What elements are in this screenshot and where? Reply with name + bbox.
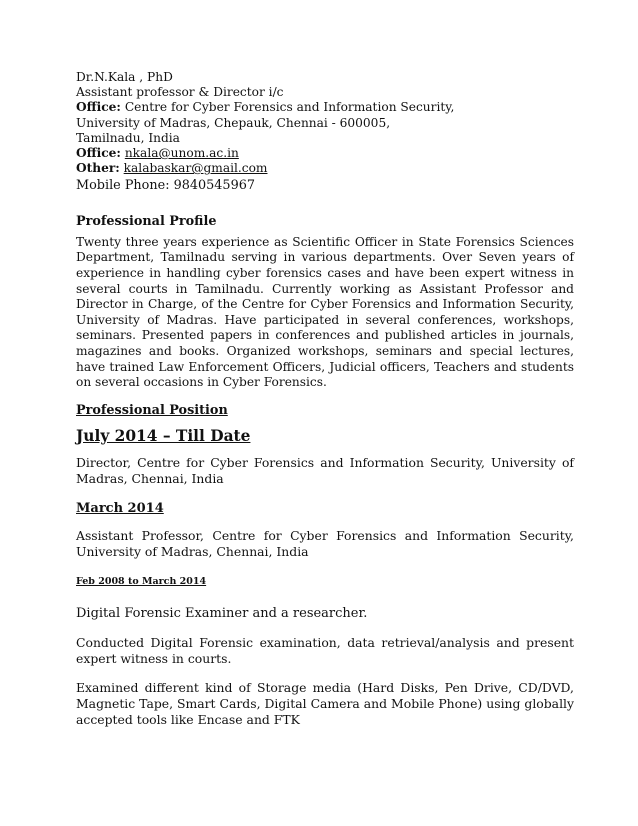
other-email-line bbox=[76, 161, 574, 176]
entry-date-2: March 2014 bbox=[76, 501, 164, 517]
resume-content bbox=[76, 70, 574, 728]
office-email-line bbox=[76, 146, 574, 161]
other-email-link[interactable]: kalabaskar@gmail.com bbox=[123, 161, 268, 176]
mobile-phone: Mobile Phone: 9840545967 bbox=[76, 178, 255, 194]
office-label: Office: bbox=[76, 100, 121, 115]
entry-detail-1: Conducted Digital Forensic examination, data retrieval/analysis and present expert witness in courts. bbox=[76, 634, 574, 666]
entry-description-2: Assistant Professor, Centre for Cyber Forensics and Information Security, University of Madras, Chennai, India bbox=[76, 528, 574, 560]
entry-description-3: Digital Forensic Examiner and a researcher. bbox=[76, 605, 368, 621]
office-address-line bbox=[76, 100, 574, 115]
name: Dr.N.Kala , PhD bbox=[76, 70, 173, 84]
address-line-3: Tamilnadu, India bbox=[76, 130, 180, 145]
office-address: Centre for Cyber Forensics and Information Security, bbox=[124, 100, 455, 115]
entry-description-1: Director, Centre for Cyber Forensics and Information Security, University of Madras, Chennai, India bbox=[76, 455, 574, 487]
entry-date-1: July 2014 – Till Date bbox=[76, 426, 251, 445]
contact-block bbox=[76, 70, 574, 194]
profile-text: Twenty three years experience as Scientific Officer in State Forensics Sciences Department, Tamilnadu serving in various departments. Over Seven years of experience in handling cyber forensics cases and have been expert witness in several courts in Tamilnadu. Currently working as Assistant Professor and Director in Charge, of the Centre for Cyber Forensics and Information Security, University of Madras. Have participated in several conferences, workshops, seminars. Presented papers in conferences and published articles in journals, magazines and books. Organized workshops, seminars and special lectures, have trained Law Enforcement Officers, Judicial officers, Teachers and students on several occasions in Cyber Forensics. bbox=[76, 234, 574, 390]
position-heading: Professional Position bbox=[76, 402, 228, 418]
job-title: Assistant professor & Director i/c bbox=[76, 85, 284, 100]
entry-date-3: Feb 2008 to March 2014 bbox=[76, 576, 207, 588]
office-email-label: Office: bbox=[76, 146, 121, 161]
office-email-link[interactable]: nkala@unom.ac.in bbox=[124, 146, 239, 161]
entry-detail-2: Examined different kind of Storage media (Hard Disks, Pen Drive, CD/DVD, Magnetic Tape, Smart Cards, Digital Camera and Mobile Phone) using globally accepted tools like Encase and FTK bbox=[76, 679, 574, 727]
address-line-2: University of Madras, Chepauk, Chennai - 600005, bbox=[76, 115, 391, 130]
profile-heading: Professional Profile bbox=[76, 213, 217, 229]
other-email-label: Other: bbox=[76, 161, 120, 176]
